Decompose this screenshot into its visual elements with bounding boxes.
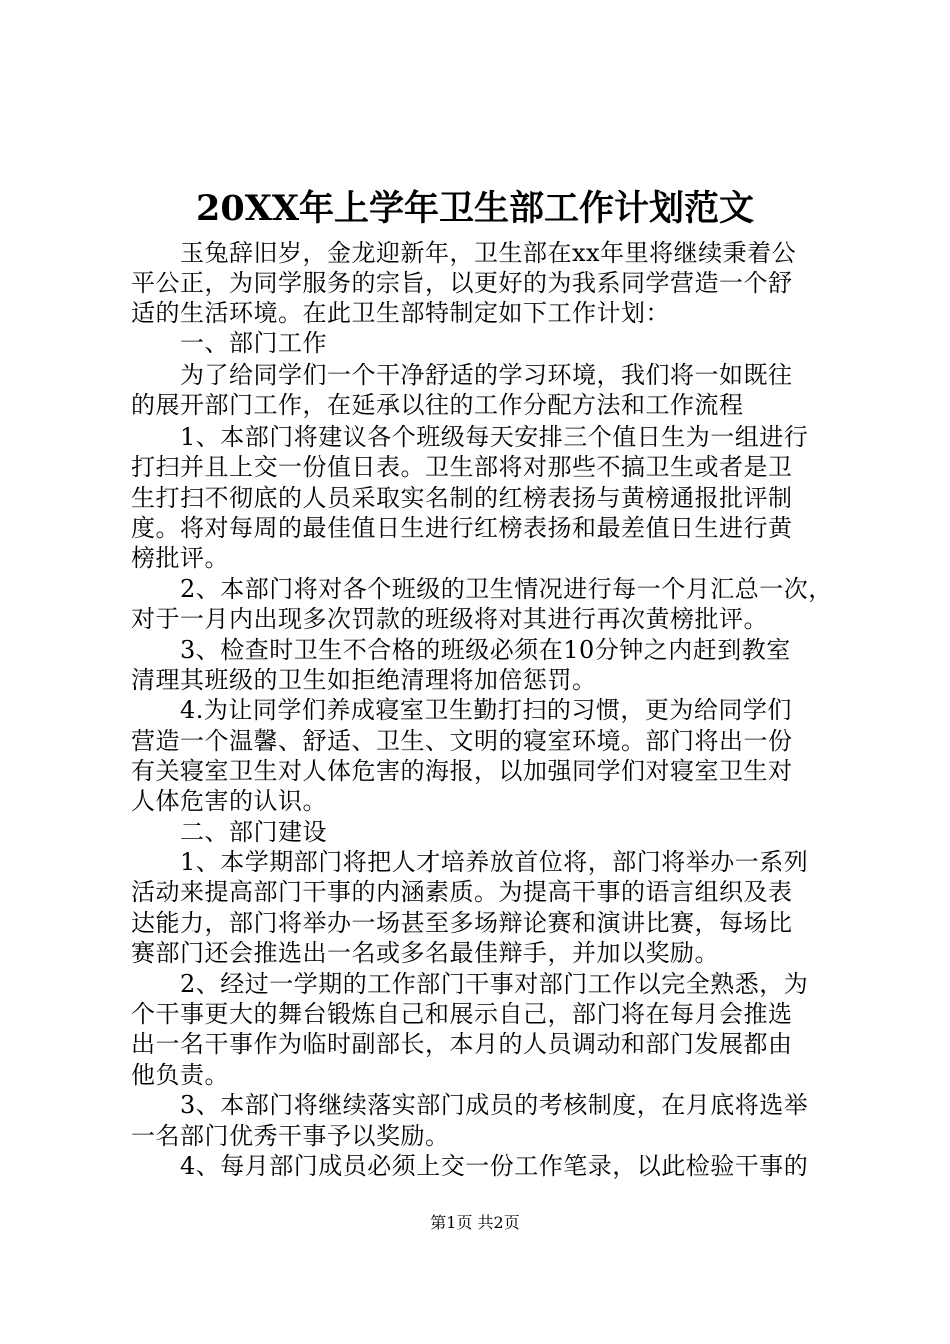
document-title: 20XX年上学年卫生部工作计划范文 [195,188,755,229]
section-heading: 二、部门建设 [131,818,327,846]
body-line: 赛部门还会推选出一名或多名最佳辩手，并加以奖励。 [131,939,719,967]
body-line: 4.为让同学们养成寝室卫生勤打扫的习惯，更为给同学们 [131,696,792,724]
body-line: 一名部门优秀干事予以奖励。 [131,1122,450,1150]
body-line: 活动来提高部门干事的内涵素质。为提高干事的语言组织及表 [131,878,793,906]
body-line: 营造一个温馨、舒适、卫生、文明的寝室环境。部门将出一份 [131,727,793,755]
body-line: 1、本学期部门将把人才培养放首位将，部门将举办一系列 [131,848,809,876]
body-line: 度。将对每周的最佳值日生进行红榜表扬和最差值日生进行黄 [131,514,793,542]
body-line: 平公正，为同学服务的宗旨，以更好的为我系同学营造一个舒 [131,269,793,297]
body-line: 他负责。 [131,1061,229,1089]
body-line: 有关寝室卫生对人体危害的海报，以加强同学们对寝室卫生对 [131,757,793,785]
body-line: 生打扫不彻底的人员采取实名制的红榜表扬与黄榜通报批评制 [131,484,793,512]
body-line: 对于一月内出现多次罚款的班级将对其进行再次黄榜批评。 [131,605,768,633]
body-line: 3、本部门将继续落实部门成员的考核制度，在月底将选举 [131,1091,809,1119]
body-line: 3、检查时卫生不合格的班级必须在10分钟之内赶到教室 [131,636,791,664]
body-line: 清理其班级的卫生如拒绝清理将加倍惩罚。 [131,666,597,694]
body-line: 2、经过一学期的工作部门干事对部门工作以完全熟悉，为 [131,970,809,998]
body-line: 的展开部门工作，在延承以往的工作分配方法和工作流程 [131,391,744,419]
body-line: 打扫并且上交一份值日表。卫生部将对那些不搞卫生或者是卫 [131,453,793,481]
body-line: 1、本部门将建议各个班级每天安排三个值日生为一组进行 [131,423,809,451]
body-line: 达能力，部门将举办一场甚至多场辩论赛和演讲比赛，每场比 [131,909,793,937]
page-number: 第1页 共2页 [430,1213,520,1232]
body-line: 人体危害的认识。 [131,787,327,815]
body-line: 个干事更大的舞台锻炼自己和展示自己，部门将在每月会推选 [131,1000,793,1028]
body-line: 出一名干事作为临时副部长，本月的人员调动和部门发展都由 [131,1030,793,1058]
body-line: 4、每月部门成员必须上交一份工作笔录，以此检验干事的 [131,1152,809,1180]
body-line: 玉兔辞旧岁，金龙迎新年，卫生部在xx年里将继续秉着公 [131,239,797,267]
body-line: 2、本部门将对各个班级的卫生情况进行每一个月汇总一次， [131,575,833,603]
body-line: 适的生活环境。在此卫生部特制定如下工作计划： [131,299,670,327]
body-line: 榜批评。 [131,544,229,572]
section-heading: 一、部门工作 [131,329,327,357]
body-line: 为了给同学们一个干净舒适的学习环境，我们将一如既往 [131,361,793,389]
